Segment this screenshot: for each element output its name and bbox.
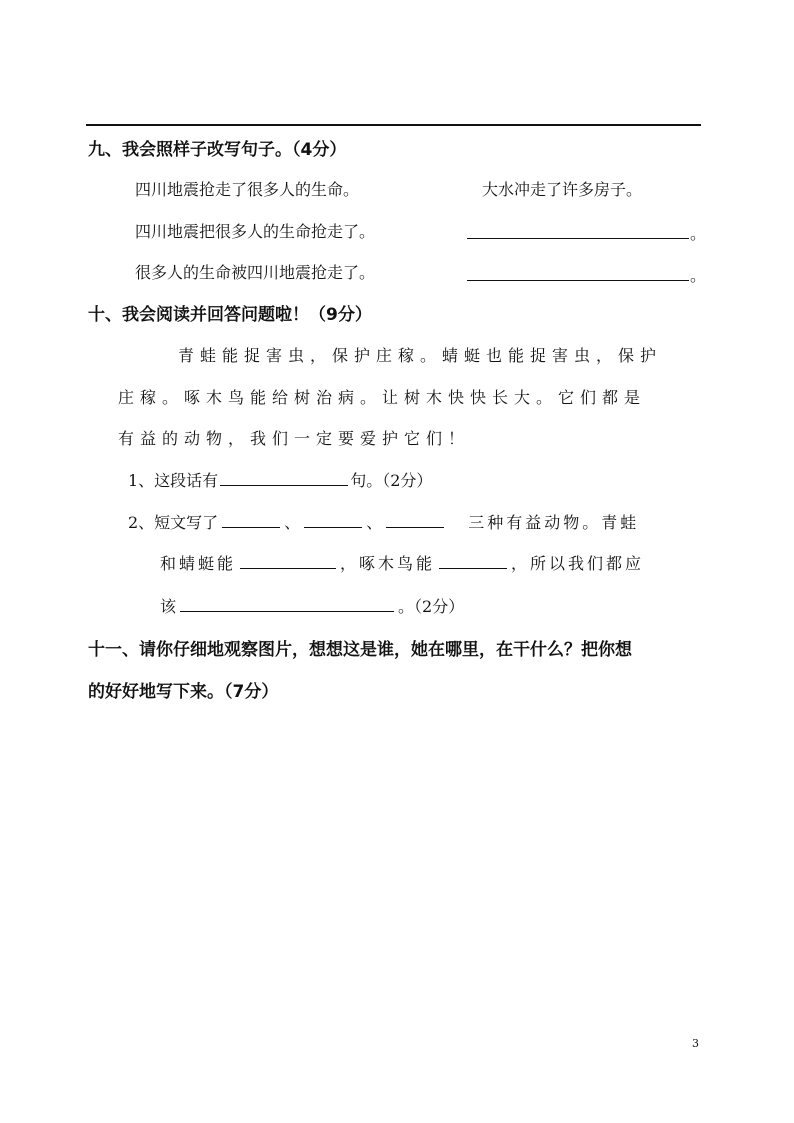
q10-sub2-line-1 [128,510,639,533]
q11-heading-line-2: 的好好地写下来。（7分） [88,682,279,702]
q10-sub2-line3-a: 该 [160,597,177,616]
q10-sub2-line2-b: ，啄木鸟能 [340,554,436,573]
q10-sub2-blank-4[interactable] [240,567,336,569]
q10-sub2-prefix: 2、短文写了 [128,513,219,532]
q10-sub1-prefix: 1、这段话有 [128,471,219,490]
q9-example-sentence-3: 很多人的生命被四川地震抢走了。 [135,263,376,282]
q10-sub2-sep-2: 、 [366,513,383,532]
q10-sub2-blank-2[interactable] [304,526,362,528]
q10-passage-line-1: 青蛙能捉害虫，保护庄稼。蜻蜓也能捉害虫，保护 [178,346,663,365]
q10-sub2-blank-1[interactable] [222,526,280,528]
q11-heading-line-1: 十一、请你仔细地观察图片，想想这是谁，她在哪里，在干什么？把你想 [88,640,632,660]
page-number: 3 [692,1037,699,1050]
q10-passage-line-3: 有益的动物，我们一定要爱护它们！ [118,429,471,448]
q10-passage-line-2: 庄稼。啄木鸟能给树治病。让树木快快长大。它们都是 [118,388,647,407]
q10-heading: 十、我会阅读并回答问题啦！（9分） [88,305,372,325]
q9-answer-line-1[interactable] [467,238,689,239]
q10-sub1-blank[interactable] [220,484,348,486]
q9-heading: 九、我会照样子改写句子。（4分） [88,140,347,160]
q10-sub1-suffix: 句。（2分） [350,471,433,490]
q10-sub2-line-2 [160,551,644,574]
q9-example-sentence-2: 四川地震把很多人的生命抢走了。 [135,222,376,241]
q10-sub2-line2-c: ，所以我们都应 [511,554,645,573]
q10-sub2-sep-1: 、 [284,513,301,532]
q10-sub1 [128,468,432,491]
q10-sub2-mid: 三种有益动物。青蛙 [468,513,640,532]
q9-end-mark-1: 。 [690,224,707,243]
q9-answer-line-2[interactable] [467,280,689,281]
q10-sub2-line-3 [160,594,464,617]
q9-example-sentence-1: 四川地震抢走了很多人的生命。 [135,180,360,199]
q10-sub2-line2-a: 和蜻蜓能 [160,554,237,573]
q10-sub2-blank-3[interactable] [386,526,444,528]
q10-sub2-line3-b: 。（2分） [398,597,465,616]
header-rule [86,124,701,126]
q9-end-mark-2: 。 [690,266,707,285]
q10-sub2-blank-6[interactable] [180,610,394,612]
q9-task-sentence: 大水冲走了许多房子。 [482,180,643,199]
q10-sub2-blank-5[interactable] [439,567,507,569]
